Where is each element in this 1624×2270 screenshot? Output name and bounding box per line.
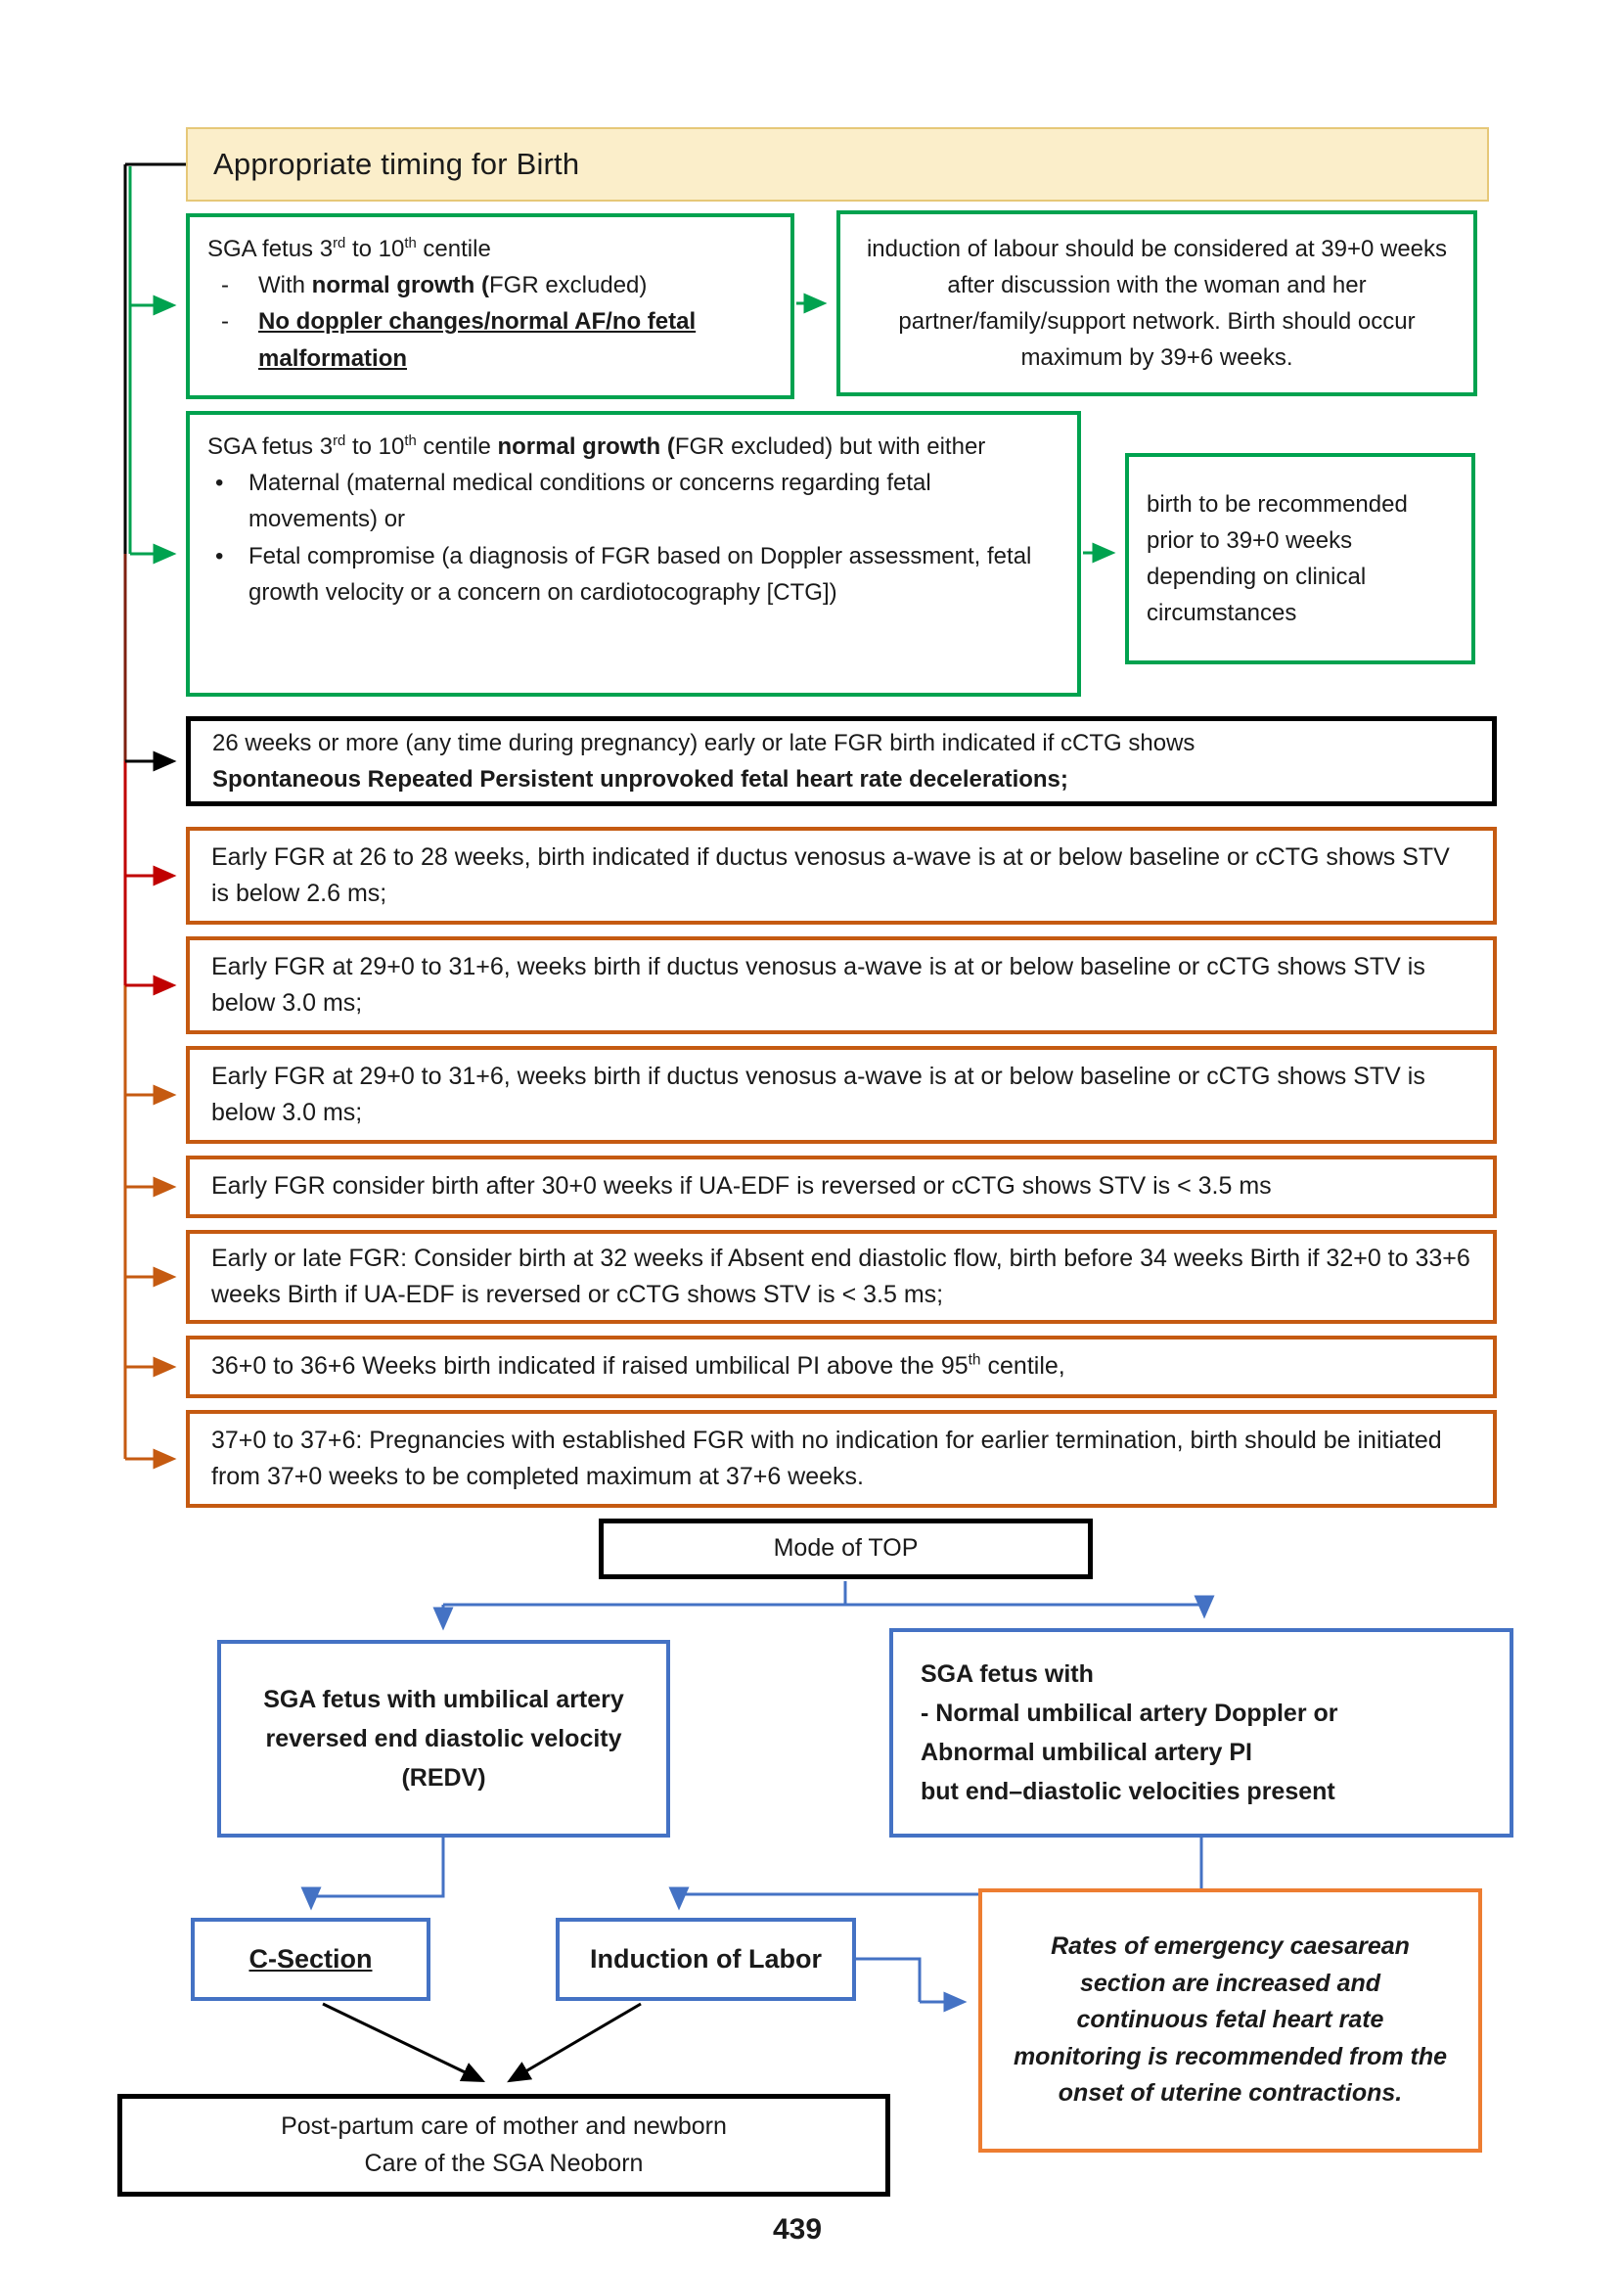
box-birth-prior-39: birth to be recommended prior to 39+0 weeks depending on clinical circumstances <box>1125 453 1475 664</box>
sga-centile-line1: SGA fetus 3rd to 10th centile <box>207 236 491 262</box>
sga-either-bullet2: • Fetal compromise (a diagnosis of FGR based on Doppler assessment, fetal growth velocity or a concern on cardiotocography [CTG]) <box>215 542 1032 606</box>
spine-arrows <box>125 305 172 1459</box>
box-early-fgr-29-31-a: Early FGR at 29+0 to 31+6, weeks birth if ductus venosus a-wave is at or below baseline or cCTG shows STV is below 3.0 ms; <box>186 936 1497 1034</box>
left-spine <box>125 164 186 1459</box>
box-sga-redv: SGA fetus with umbilical artery reversed end diastolic velocity (REDV) <box>217 1640 670 1838</box>
diagonal-arrows <box>323 2004 641 2080</box>
box-sga-normal-doppler: SGA fetus with - Normal umbilical artery Doppler or Abnormal umbilical artery PI but end–diastolic velocities present <box>889 1628 1513 1838</box>
box-postpartum-care: Post-partum care of mother and newborn Care of the SGA Neoborn <box>117 2094 890 2197</box>
box-early-fgr-30: Early FGR consider birth after 30+0 weeks if UA-EDF is reversed or cCTG shows STV is < 3.5 ms <box>186 1156 1497 1218</box>
box-mode-of-top: Mode of TOP <box>599 1519 1093 1579</box>
sga-either-line1: SGA fetus 3rd to 10th centile normal growth (FGR excluded) but with either <box>207 433 986 460</box>
box-26-weeks-cctg: 26 weeks or more (any time during pregnancy) early or late FGR birth indicated if cCTG shows Spontaneous Repeated Persistent unprovoked fetal heart rate decelerations; <box>186 716 1497 806</box>
box-caesarean-note: Rates of emergency caesarean section are increased and continuous fetal heart rate monitoring is recommended from the onset of uterine contractions. <box>978 1888 1482 2153</box>
sga-centile-line2: - With normal growth (FGR excluded) <box>221 272 648 299</box>
flow-title-label: Appropriate timing for Birth <box>213 147 580 181</box>
box-sga-3rd-10th-centile <box>186 213 794 399</box>
box-induction-39-weeks: induction of labour should be considered at 39+0 weeks after discussion with the woman and her partner/family/support network. Birth should occur maximum by 39+6 weeks. <box>836 210 1477 396</box>
box-36-weeks-pi: 36+0 to 36+6 Weeks birth indicated if raised umbilical PI above the 95th centile, <box>186 1336 1497 1398</box>
box-early-fgr-26-28: Early FGR at 26 to 28 weeks, birth indicated if ductus venosus a-wave is at or below baseline or cCTG shows STV is below 2.6 ms; <box>186 827 1497 925</box>
box-37-weeks-fgr: 37+0 to 37+6: Pregnancies with established FGR with no indication for earlier termination, birth should be initiated from 37+0 weeks to be completed maximum at 37+6 weeks. <box>186 1410 1497 1508</box>
box-early-fgr-29-31-b: Early FGR at 29+0 to 31+6, weeks birth if ductus venosus a-wave is at or below baseline or cCTG shows STV is below 3.0 ms; <box>186 1046 1497 1144</box>
page-number: 439 <box>772 2213 823 2246</box>
flow-title <box>186 127 1489 202</box>
box-induction-of-labor: Induction of Labor <box>556 1918 856 2001</box>
box-c-section: C-Section <box>191 1918 430 2001</box>
box-sga-maternal-fetal <box>186 411 1081 697</box>
sga-centile-line3: - No doppler changes/normal AF/no fetal malformation <box>221 308 697 372</box>
sga-either-bullet1: • Maternal (maternal medical conditions or concerns regarding fetal movements) or <box>215 470 931 533</box>
box-early-late-fgr-32: Early or late FGR: Consider birth at 32 weeks if Absent end diastolic flow, birth before 34 weeks Birth if 32+0 to 33+6 weeks Birth if UA-EDF is reversed or cCTG shows STV is < 3.5 ms; <box>186 1230 1497 1324</box>
